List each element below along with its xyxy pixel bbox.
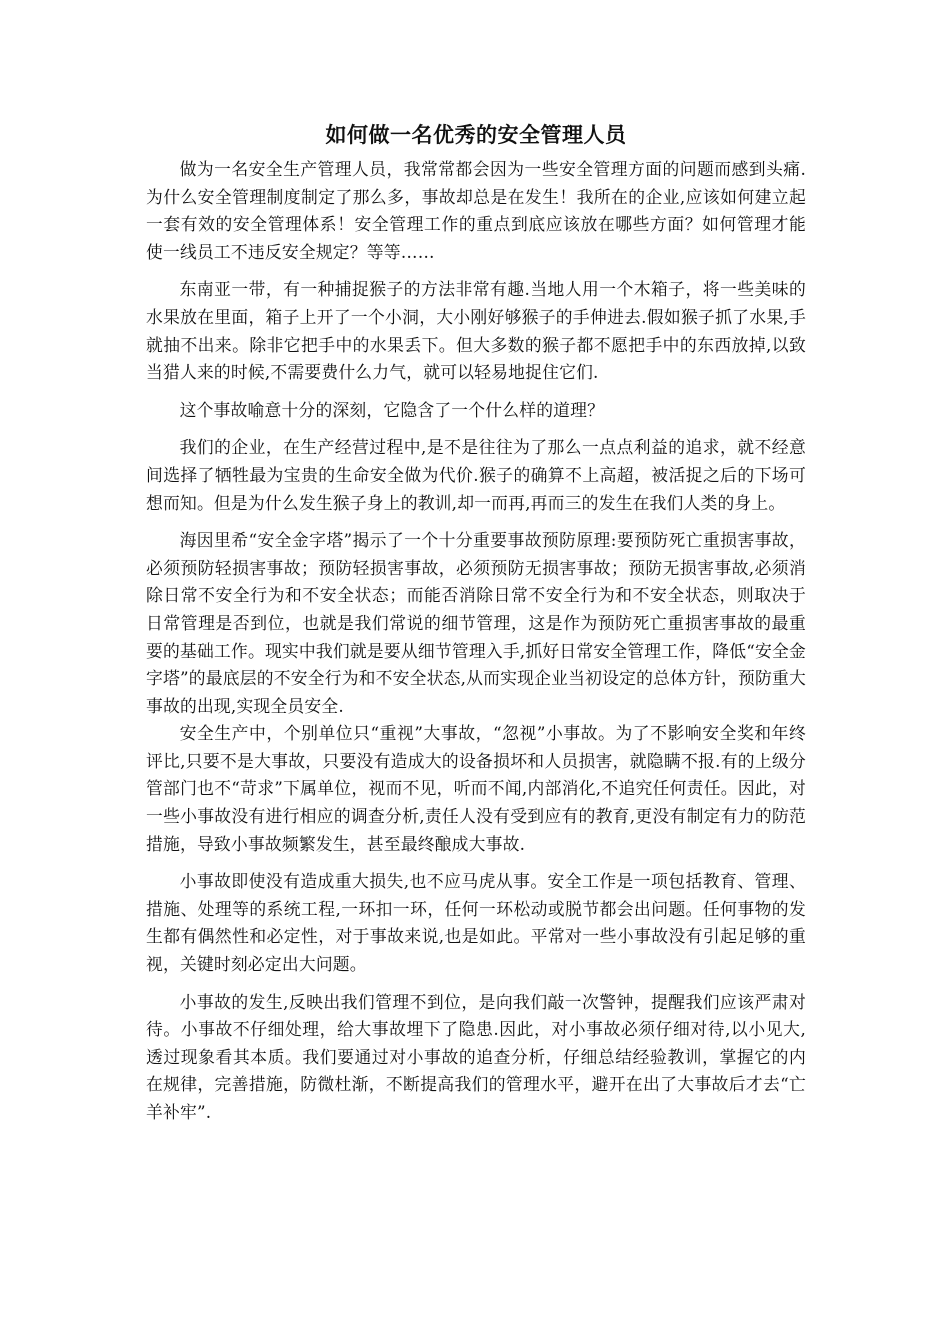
document-title: 如何做一名优秀的安全管理人员 <box>325 123 627 147</box>
paragraph-enterprise: 我们的企业，在生产经营过程中,是不是往往为了那么一点点利益的追求，就不经意间选择了牺牲最为宝贵的生命安全做为代价.猴子的确算不上高超，被活捉之后的下场可想而知。但是为什么发生猴子身上的教训,却一而再,再而三的发生在我们人类的身上。 <box>146 437 806 513</box>
paragraph-question: 这个事故喻意十分的深刻，它隐含了一个什么样的道理？ <box>179 399 605 420</box>
paragraph-minor-accidents: 安全生产中，个别单位只“重视”大事故，“忽视”小事故。为了不影响安全奖和年终评比,只要不是大事故，只要没有造成大的设备损坏和人员损害，就隐瞒不报.有的上级分管部门也不“苛求”下属单位，视而不见，听而不闻,内部消化,不追究任何责任。因此，对一些小事故没有进行相应的调查分析,责任人没有受到应有的教育,更没有制定有力的防范措施，导致小事故频繁发生，甚至最终酿成大事故. <box>146 723 806 854</box>
document-page <box>146 118 806 1137</box>
paragraph-conclusion: 小事故的发生,反映出我们管理不到位，是向我们敲一次警钟，提醒我们应该严肃对待。小事故不仔细处理，给大事故埋下了隐患.因此，对小事故必须仔细对待,以小见大,透过现象看其本质。我们要通过对小事故的追查分析，仔细总结经验教训，掌握它的内在规律，完善措施，防微杜渐，不断提高我们的管理水平，避开在出了大事故后才去“亡羊补牢”. <box>146 991 806 1122</box>
paragraph-monkey-story: 东南亚一带，有一种捕捉猴子的方法非常有趣.当地人用一个木箱子，将一些美味的水果放在里面，箱子上开了一个小洞，大小刚好够猴子的手伸进去.假如猴子抓了水果,手就抽不出来。除非它把手中的水果丢下。但大多数的猴子都不愿把手中的东西放掉,以致当猎人来的时候,不需要费什么力气，就可以轻易地捉住它们. <box>146 279 806 383</box>
paragraph-safety-pyramid: 海因里希“安全金字塔”揭示了一个十分重要事故预防原理:要预防死亡重损害事故，必须预防轻损害事故；预防轻损害事故，必须预防无损害事故；预防无损害事故,必须消除日常不安全行为和不安全状态；而能否消除日常不安全行为和不安全状态，则取决于日常管理是否到位，也就是我们常说的细节管理，这是作为预防死亡重损害事故的最重要的基础工作。现实中我们就是要从细节管理入手,抓好日常安全管理工作，降低“安全金字塔”的最底层的不安全行为和不安全状态,从而实现企业当初设定的总体方针，预防重大事故的出现,实现全员安全. <box>146 530 806 716</box>
paragraph-systematic-work: 小事故即使没有造成重大损失,也不应马虎从事。安全工作是一项包括教育、管理、措施、处理等的系统工程,一环扣一环，任何一环松动或脱节都会出问题。任何事物的发生都有偶然性和必定性，对于事故来说,也是如此。平常对一些小事故没有引起足够的重视，关键时刻必定出大问题。 <box>146 871 806 975</box>
paragraph-intro: 做为一名安全生产管理人员，我常常都会因为一些安全管理方面的问题而感到头痛.为什么安全管理制度制定了那么多，事故却总是在发生！我所在的企业,应该如何建立起一套有效的安全管理体系！安全管理工作的重点到底应该放在哪些方面？如何管理才能使一线员工不违反安全规定？等等…… <box>146 159 806 262</box>
